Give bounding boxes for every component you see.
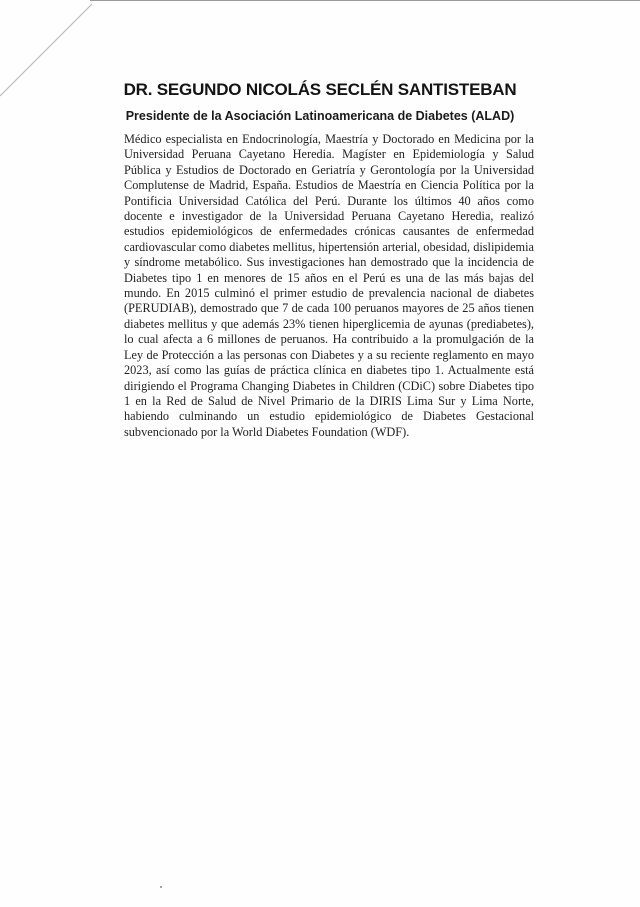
scan-edge-line (90, 0, 640, 1)
biography-paragraph: Médico especialista en Endocrinología, Maestría y Doctorado en Medicina por la Universidad Peruana Cayetano Heredia. Magíster en Epidemiología y Salud Pública y Estudios de Doctorado en Geriatría y Gerontología por la Universidad Complutense de Madrid, España. Estudios de Maestría en Ciencia Política por la Pontificia Universidad Católica del Perú. Durante los últimos 40 años como docente e investigador de la Universidad Peruana Cayetano Heredia, realizó estudios epidemiológicos de enfermedades crónicas causantes de enfermedad cardiovascular como diabetes mellitus, hipertensión arterial, obesidad, dislipidemia y síndrome metabólico. Sus investigaciones han demostrado que la incidencia de Diabetes tipo 1 en menores de 15 años en el Perú es una de las más bajas del mundo. En 2015 culminó el primer estudio de prevalencia nacional de diabetes (PERUDIAB), demostrado que 7 de cada 100 peruanos mayores de 25 años tienen diabetes mellitus y que además 23% tienen hiperglicemia de ayunas (prediabetes), lo cual afecta a 6 millones de peruanos. Ha contribuido a la promulgación de la Ley de Protección a las personas con Diabetes y a su reciente reglamento en mayo 2023, así como las guías de práctica clínica en diabetes tipo 1. Actualmente está dirigiendo el Programa Changing Diabetes in Children (CDiC) sobre Diabetes tipo 1 en la Red de Salud de Nivel Primario de la DIRIS Lima Sur y Lima Norte, habiendo culminando un estudio epidemiológico de Diabetes Gestacional subvencionado por la World Diabetes Foundation (WDF). (124, 132, 534, 439)
page-subtitle: Presidente de la Asociación Latinoamericana de Diabetes (ALAD) (125, 109, 515, 123)
scan-speck (160, 886, 162, 888)
page-title: DR. SEGUNDO NICOLÁS SECLÉN SANTISTEBAN (123, 80, 517, 99)
